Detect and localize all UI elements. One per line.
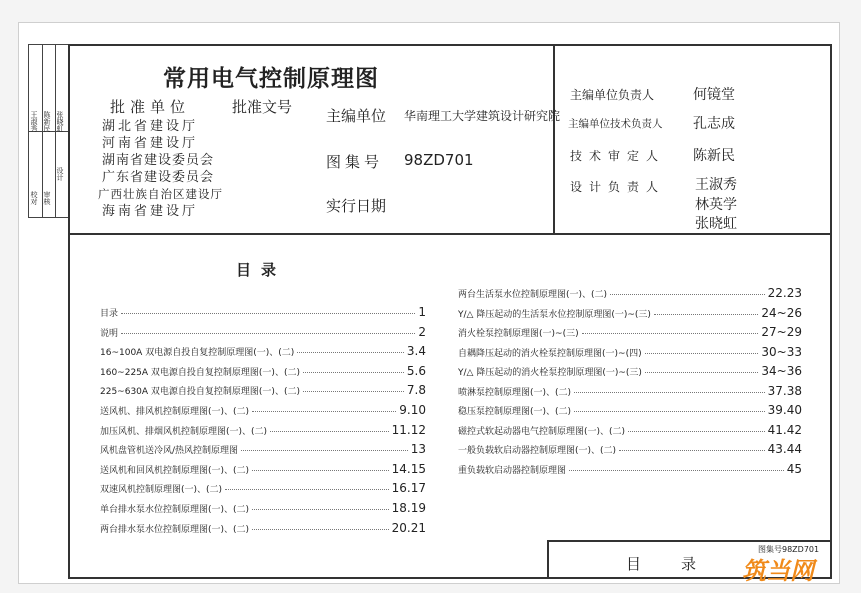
toc-leader-dots (121, 313, 415, 314)
responsible-role: 技术审定人 (570, 149, 666, 163)
toc-leader-dots (297, 352, 404, 353)
toc-leader-dots (252, 529, 389, 530)
toc-entry (100, 481, 426, 495)
toc-entry (458, 384, 802, 398)
toc-entry-title: 一般负载软启动器控制原理图(一)、(二) (458, 446, 617, 456)
toc-entry-page: 34~36 (761, 364, 802, 378)
toc-entry-page: 11.12 (391, 422, 426, 437)
approval-unit: 湖北省建设厅 (102, 119, 199, 134)
toc-entry-title: 加压风机、排烟风机控制原理图(一)、(二) (100, 426, 268, 437)
approval-unit-label: 批准单位 (110, 98, 191, 116)
toc-entry-title: 磁控式软起动器电气控制原理图(一)、(二) (458, 426, 626, 437)
responsible-name: 陈新民 (693, 148, 735, 164)
toc-entry-page: 14.15 (391, 461, 426, 476)
toc-entry-page: 41.42 (767, 422, 802, 437)
toc-entry (458, 306, 802, 320)
approval-unit: 广东省建设委员会 (102, 170, 215, 185)
toc-entry (458, 423, 802, 437)
page-title: 常用电气控制原理图 (163, 66, 379, 92)
signature-strip (28, 44, 70, 218)
toc-entry (458, 442, 802, 456)
toc-leader-dots (574, 411, 765, 412)
toc-leader-dots (225, 489, 389, 490)
toc-leader-dots (241, 450, 408, 451)
responsible-name: 孔志成 (693, 116, 735, 132)
strip-label: 审核 (43, 191, 51, 205)
atlas-no-label: 图集号 (326, 153, 384, 171)
date-label: 实行日期 (326, 197, 387, 215)
toc-entry (458, 462, 802, 476)
toc-leader-dots (654, 314, 759, 315)
atlas-no-value: 98ZD701 (404, 151, 474, 169)
strip-label: 设计 (56, 167, 64, 181)
responsible-role: 主编单位技术负责人 (568, 118, 663, 130)
toc-entry-title: 自耦降压起动的消火栓泵控制原理图(一)~(四) (458, 348, 642, 359)
toc-leader-dots (252, 509, 389, 510)
toc-entry-title: 说明 (100, 328, 119, 339)
toc-entry (100, 305, 426, 319)
toc-entry (458, 403, 802, 417)
toc-entry-page: 1 (418, 305, 426, 319)
toc-entry (458, 325, 802, 339)
bottom-heading: 目录 (626, 555, 737, 573)
toc-entry-page: 27~29 (761, 325, 802, 339)
toc-leader-dots (645, 372, 759, 373)
toc-leader-dots (574, 392, 765, 393)
toc-entry (100, 344, 426, 358)
toc-entry-title: 160~225A 双电源自投自复控制原理图(一)、(二) (100, 367, 300, 378)
approval-unit: 河南省建设厅 (102, 136, 199, 151)
toc-leader-dots (645, 353, 759, 354)
responsible-name: 张晓虹 (695, 216, 737, 232)
toc-entry-page: 39.40 (767, 403, 802, 417)
toc-entry-page: 20.21 (391, 520, 426, 535)
toc-entry-page: 16.17 (391, 481, 426, 496)
toc-leader-dots (569, 470, 784, 471)
strip-label: 校对 (30, 191, 38, 205)
toc-entry-page: 43.44 (767, 442, 802, 456)
toc-entry-title: 风机盘管机送冷风/热风控制原理图 (100, 446, 239, 457)
toc-entry-title: 重负载软启动器控制原理图 (458, 465, 567, 476)
toc-entry-page: 24~26 (761, 305, 802, 320)
responsible-name: 王淑秀 (695, 177, 737, 193)
toc-entry-page: 3.4 (406, 344, 426, 359)
toc-leader-dots (610, 294, 765, 295)
approval-unit: 海南省建设厅 (102, 204, 199, 219)
approval-unit: 湖南省建设委员会 (102, 153, 215, 168)
toc-entry-page: 13 (410, 442, 426, 457)
toc-entry (100, 442, 426, 456)
strip-signature: 陈新民 (43, 111, 51, 132)
toc-entry-page: 37.38 (767, 383, 802, 398)
toc-leader-dots (628, 431, 765, 432)
toc-entry-title: 单台排水泵水位控制原理图(一)、(二) (100, 505, 250, 515)
responsible-role: 主编单位负责人 (570, 88, 655, 102)
toc-entry (100, 462, 426, 476)
toc-leader-dots (252, 470, 389, 471)
toc-entry (100, 501, 426, 515)
strip-signature: 王淑秀 (30, 111, 38, 132)
watermark: 筑当网 (742, 557, 814, 585)
toc-entry-title: 目录 (100, 309, 119, 319)
toc-entry (100, 521, 426, 535)
editor-unit-label: 主编单位 (326, 107, 387, 125)
toc-leader-dots (619, 450, 765, 451)
toc-entry-page: 45 (786, 461, 802, 476)
toc-entry-title: Y/△ 降压起动的生活泵水位控制原理图(一)~(三) (458, 309, 651, 320)
toc-entry-page: 30~33 (761, 344, 802, 359)
header-vertical-divider (553, 44, 555, 234)
approval-doc-label: 批准文号 (232, 98, 293, 116)
toc-leader-dots (303, 391, 404, 392)
toc-heading: 目录 (236, 261, 287, 279)
editor-unit-value: 华南理工大学建筑设计研究院 (404, 109, 561, 123)
toc-entry-title: 16~100A 双电源自投自复控制原理图(一)、(二) (100, 348, 295, 359)
toc-entry-title: 消火栓泵控制原理图(一)~(三) (458, 329, 579, 339)
toc-entry-page: 5.6 (406, 363, 426, 378)
toc-entry (100, 364, 426, 378)
header-divider (68, 233, 832, 235)
responsible-role: 设计负责人 (570, 180, 666, 194)
toc-entry-title: 稳压泵控制原理图(一)、(二) (458, 407, 572, 417)
responsible-name: 何镜堂 (693, 87, 735, 103)
toc-leader-dots (252, 411, 396, 412)
toc-entry-page: 18.19 (391, 501, 426, 515)
toc-entry (100, 403, 426, 417)
toc-entry-page: 22.23 (767, 286, 802, 300)
toc-leader-dots (582, 333, 759, 334)
bottom-atlas-ref: 图集号98ZD701 (758, 545, 820, 554)
toc-entry-title: 两台排水泵水位控制原理图(一)、(二) (100, 524, 250, 535)
strip-signature: 张晓虹 (56, 111, 64, 132)
toc-entry-page: 2 (418, 324, 426, 339)
toc-leader-dots (121, 333, 415, 334)
responsible-name: 林英学 (695, 197, 737, 213)
toc-entry (100, 423, 426, 437)
toc-entry-title: 送风机、排风机控制原理图(一)、(二) (100, 407, 250, 417)
toc-entry (100, 383, 426, 397)
toc-entry (458, 286, 802, 300)
toc-entry (100, 325, 426, 339)
toc-entry-title: 225~630A 双电源自投自复控制原理图(一)、(二) (100, 387, 300, 398)
toc-entry-title: 送风机和回风机控制原理图(一)、(二) (100, 465, 250, 476)
toc-entry-title: 喷淋泵控制原理图(一)、(二) (458, 387, 572, 398)
approval-unit: 广西壮族自治区建设厅 (98, 187, 223, 201)
toc-entry-page: 7.8 (406, 383, 426, 398)
toc-leader-dots (270, 431, 389, 432)
toc-entry-title: Y/△ 降压起动的消火栓泵控制原理图(一)~(三) (458, 368, 642, 378)
toc-entry-title: 两台生活泵水位控制原理图(一)、(二) (458, 290, 608, 300)
toc-entry (458, 345, 802, 359)
toc-entry-page: 9.10 (399, 403, 426, 417)
toc-entry (458, 364, 802, 378)
toc-entry-title: 双速风机控制原理图(一)、(二) (100, 485, 223, 496)
toc-leader-dots (303, 372, 404, 373)
